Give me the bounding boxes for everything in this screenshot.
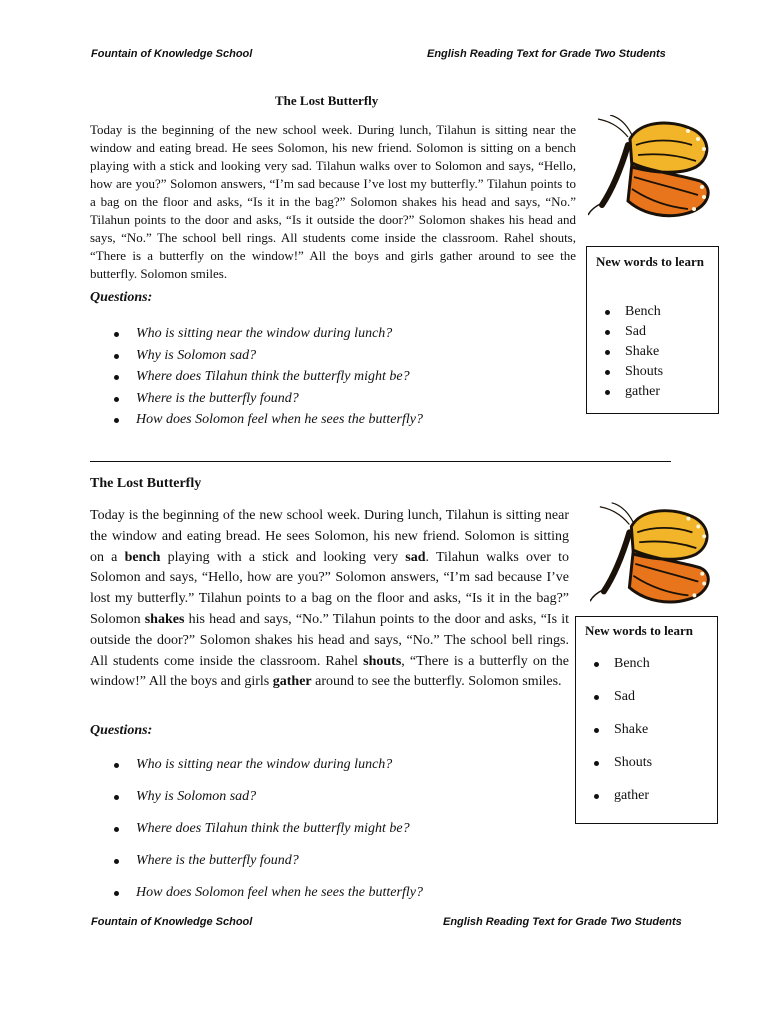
new-words-list xyxy=(587,303,663,403)
vocab-highlight: shouts xyxy=(363,653,402,669)
story-text: , “There is a butterfly on the window!” All the boys and girls xyxy=(90,653,570,690)
vocab-item: Shake xyxy=(587,343,663,363)
question-item: Why is Solomon sad? xyxy=(90,787,423,819)
new-words-list xyxy=(576,655,652,820)
story-text: . Tilahun walks over to Solomon and says, “Hello, how are you?” Solomon answers, “I’m sad because I’ve lost my butterfly.” Tilahun points to a bag on the floor and asks, “Is it in the bag?” Solomon xyxy=(90,549,569,627)
question-item: Where does Tilahun think the butterfly might be? xyxy=(90,819,423,851)
questions-list xyxy=(90,324,423,432)
vocab-item: Bench xyxy=(576,655,652,688)
page-footer-subject: English Reading Text for Grade Two Students xyxy=(443,916,682,928)
questions-heading: Questions: xyxy=(90,723,153,738)
butterfly-illustration xyxy=(588,115,718,221)
question-item: How does Solomon feel when he sees the butterfly? xyxy=(90,410,423,432)
vocab-highlight: shakes xyxy=(144,611,185,627)
vocab-highlight: bench xyxy=(124,549,161,565)
new-words-box xyxy=(586,246,719,414)
questions-heading: Questions: xyxy=(90,290,153,305)
story-text: Today is the beginning of the new school week. During lunch, Tilahun is sitting near the window and eating bread. He sees Solomon, his new friend. Solomon is sitting on a xyxy=(90,508,569,565)
butterfly-illustration xyxy=(590,500,718,610)
story-title: The Lost Butterfly xyxy=(275,93,379,108)
vocab-item: Shouts xyxy=(576,754,652,787)
questions-list xyxy=(90,755,423,915)
new-words-heading: New words to learn xyxy=(585,623,693,638)
question-item: Why is Solomon sad? xyxy=(90,346,423,368)
vocab-item: gather xyxy=(576,787,652,820)
question-item: How does Solomon feel when he sees the butterfly? xyxy=(90,883,423,915)
story-paragraph xyxy=(90,506,569,693)
vocab-item: Sad xyxy=(576,688,652,721)
new-words-box xyxy=(575,616,718,824)
story-text: around to see the butterfly. Solomon smiles. xyxy=(311,674,562,690)
butterfly-drawing xyxy=(588,115,708,216)
section-divider xyxy=(90,461,671,462)
vocab-highlight: sad xyxy=(405,549,426,565)
story-text: playing with a stick and looking very xyxy=(160,549,406,565)
story-title: The Lost Butterfly xyxy=(90,476,202,491)
vocab-highlight: gather xyxy=(272,674,312,690)
page-header-subject: English Reading Text for Grade Two Students xyxy=(427,48,666,60)
story-text: his head and says, “No.” Tilahun points to the door and asks, “Is it outside the door?” Solomon shakes his head and says, “No.” The school bell rings. All students come inside the classroom. Rahel xyxy=(90,611,569,669)
vocab-item: Bench xyxy=(587,303,663,323)
butterfly-drawing xyxy=(590,503,708,602)
question-item: Where does Tilahun think the butterfly might be? xyxy=(90,367,423,389)
question-item: Who is sitting near the window during lunch? xyxy=(90,324,423,346)
vocab-item: Shake xyxy=(576,721,652,754)
new-words-heading: New words to learn xyxy=(596,254,704,269)
page-footer-school: Fountain of Knowledge School xyxy=(91,916,253,928)
story-paragraph: Today is the beginning of the new school week. During lunch, Tilahun is sitting near the window and eating bread. He sees Solomon, his new friend. Solomon is sitting on a bench playing with a stick and looking very sad. Tilahun walks over to Solomon and says, “Hello, how are you?” Solomon answers, “I’m sad because I’ve lost my butterfly.” Tilahun points to a bag on the floor and asks, “Is it in the bag?” Solomon shakes his head and says, “No.” Tilahun points to the door and asks, “Is it outside the door?” Solomon shakes his head and says, “No.” The school bell rings. All students come inside the classroom. Rahel shouts, “There is a butterfly on the window!” All the boys and girls gather around to see the butterfly. Solomon smiles. xyxy=(90,122,576,281)
question-item: Where is the butterfly found? xyxy=(90,851,423,883)
vocab-item: Sad xyxy=(587,323,663,343)
page-header-school: Fountain of Knowledge School xyxy=(91,48,253,60)
question-item: Who is sitting near the window during lunch? xyxy=(90,755,423,787)
question-item: Where is the butterfly found? xyxy=(90,389,423,411)
vocab-item: gather xyxy=(587,383,663,403)
vocab-item: Shouts xyxy=(587,363,663,383)
